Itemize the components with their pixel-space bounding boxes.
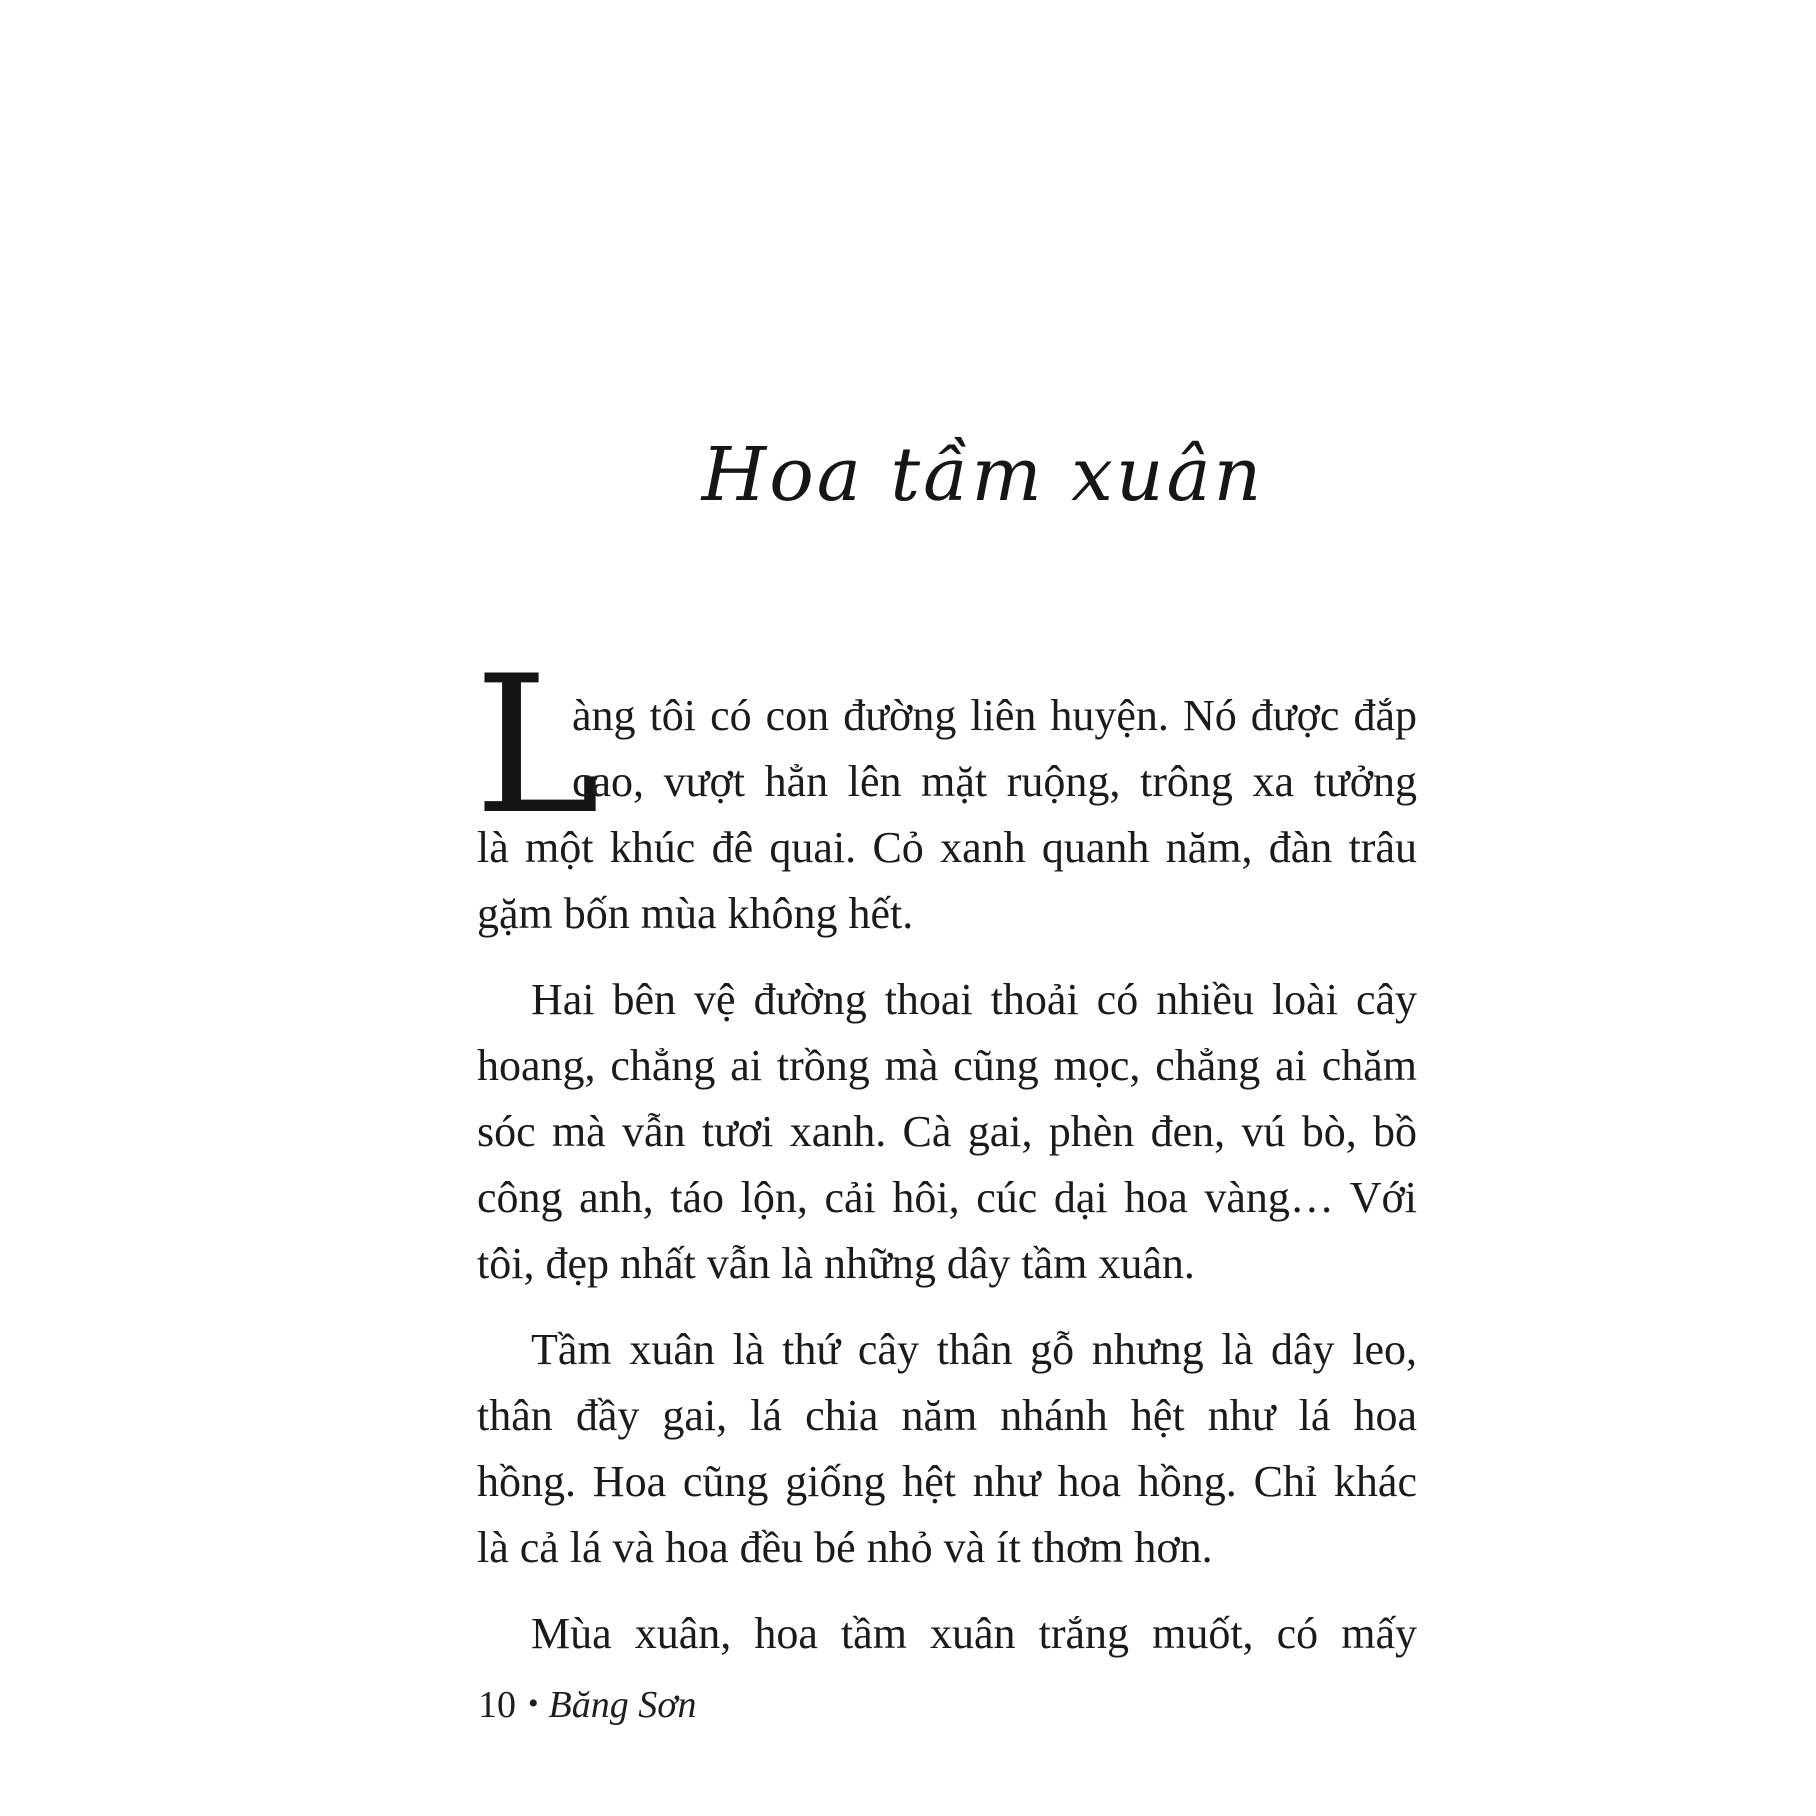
chapter-title-text: Hoa tầm xuân xyxy=(701,432,1265,518)
text-line: tôi, đẹp nhất vẫn là những dây tầm xuân. xyxy=(477,1239,1195,1288)
page-number: 10 xyxy=(478,1684,516,1726)
page-footer xyxy=(478,1680,697,1729)
text-line: thân đầy gai, lá chia năm nhánh hệt như lá hoa xyxy=(477,1391,1417,1440)
author-name: Băng Sơn xyxy=(548,1684,697,1726)
text-line: hồng. Hoa cũng giống hệt như hoa hồng. Chỉ khác xyxy=(477,1457,1417,1506)
drop-cap: L xyxy=(474,635,601,856)
text-line: gặm bốn mùa không hết. xyxy=(477,889,914,938)
text-line: Mùa xuân, hoa tầm xuân trắng muốt, có mấy xyxy=(531,1609,1417,1658)
text-line: công anh, táo lộn, cải hôi, cúc dại hoa vàng… Với xyxy=(477,1173,1417,1222)
text-line: sóc mà vẫn tươi xanh. Cà gai, phèn đen, vú bò, bồ xyxy=(477,1107,1417,1156)
bullet-separator: • xyxy=(528,1687,539,1720)
text-line: là cả lá và hoa đều bé nhỏ và ít thơm hơn. xyxy=(477,1523,1213,1572)
text-line: là một khúc đê quai. Cỏ xanh quanh năm, đàn trâu xyxy=(477,823,1417,872)
text-line: àng tôi có con đường liên huyện. Nó được đắp xyxy=(572,691,1417,740)
chapter-title xyxy=(0,432,1816,518)
text-line: Hai bên vệ đường thoai thoải có nhiều loài cây xyxy=(531,975,1417,1024)
text-line: Tầm xuân là thứ cây thân gỗ nhưng là dây leo, xyxy=(531,1325,1417,1374)
text-line: hoang, chẳng ai trồng mà cũng mọc, chẳng ai chăm xyxy=(477,1041,1417,1090)
text-line: cao, vượt hẳn lên mặt ruộng, trông xa tưởng xyxy=(572,757,1417,806)
